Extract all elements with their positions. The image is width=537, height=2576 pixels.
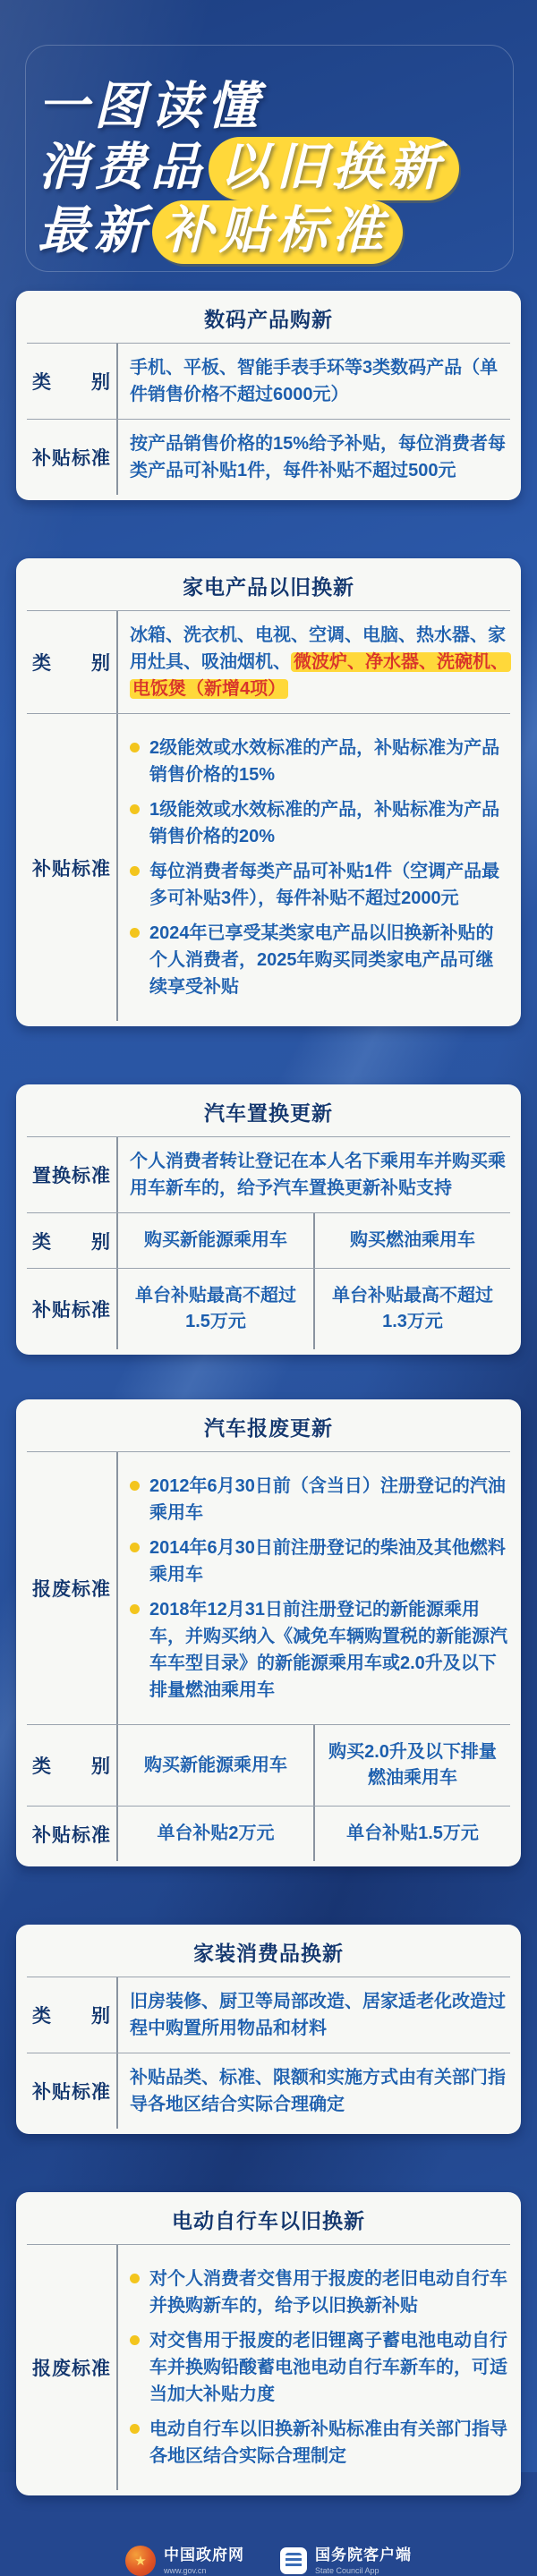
state-council-app-icon [280, 2547, 307, 2574]
row-value [116, 2245, 510, 2490]
app-icon-detail [286, 2553, 302, 2569]
row-category [27, 1212, 510, 1268]
list-item [130, 796, 508, 850]
row-label: 置换标准 [32, 1166, 111, 1186]
card-title: 家电产品以旧换新 [183, 575, 354, 599]
column-value-nev: 单台补贴最高不超过1.5万元 [116, 1269, 313, 1349]
list-item [130, 1596, 508, 1704]
category-new-items-highlight: 微波炉、净水器、洗碗机、电饭煲（新增4项） [130, 652, 511, 699]
two-column-values [116, 1213, 510, 1268]
list-item [130, 858, 508, 912]
title-line-3-plain: 最新 [38, 202, 150, 259]
row-subsidy-standard [27, 1806, 510, 1861]
two-column-values [116, 1269, 510, 1349]
gov-site-name: 中国政府网 [164, 2546, 244, 2564]
bullet-text: 1级能效或水效标准的产品，补贴标准为产品销售价格的20% [149, 800, 500, 846]
list-item [130, 2416, 508, 2470]
row-value [116, 714, 510, 1021]
bullet-list [130, 725, 508, 1010]
bullet-dot-icon [130, 1604, 140, 1614]
card-digital-products [16, 291, 521, 500]
bullet-dot-icon [130, 1481, 140, 1491]
bullet-dot-icon [130, 928, 140, 938]
footer [0, 2546, 537, 2576]
bullet-dot-icon [130, 2335, 140, 2345]
column-value-fuel: 单台补贴最高不超过1.3万元 [313, 1269, 510, 1349]
row-value: 手机、平板、智能手表手环等3类数码产品（单件销售价格不超过6000元） [116, 344, 510, 419]
bullet-dot-icon [130, 2424, 140, 2434]
list-item [130, 2327, 508, 2408]
app-sub-name: State Council App [315, 2565, 379, 2575]
bullet-text: 2018年12月31日前注册登记的新能源乘用车，并购买纳入《减免车辆购置税的新能源汽车车型目录》的新能源乘用车或2.0升及以下排量燃油乘用车 [149, 1600, 507, 1700]
row-replacement-standard [27, 1136, 510, 1212]
row-category [27, 1724, 510, 1806]
row-label: 补贴标准 [32, 1300, 111, 1321]
national-emblem-icon [125, 2546, 156, 2576]
title-line-1: 一图读懂 [38, 78, 263, 135]
bullet-list [130, 2256, 508, 2479]
two-column-values [116, 1807, 510, 1861]
bullet-text: 对个人消费者交售用于报废的老旧电动自行车并换购新车的，给予以旧换新补贴 [149, 2269, 507, 2316]
row-value [116, 611, 510, 713]
list-item [130, 1473, 508, 1526]
column-value-nev: 单台补贴2万元 [116, 1807, 313, 1861]
card-car-scrappage [16, 1399, 521, 1866]
bullet-text: 2012年6月30日前（含当日）注册登记的汽油乘用车 [149, 1476, 506, 1523]
bullet-dot-icon [130, 866, 140, 876]
row-value [116, 1452, 510, 1724]
list-item [130, 1535, 508, 1588]
row-subsidy-standard [27, 1268, 510, 1349]
list-item [130, 920, 508, 1000]
bullet-dot-icon [130, 743, 140, 752]
row-category [27, 1977, 510, 2053]
title-line-2-plain: 消费品 [38, 139, 207, 196]
title-line-2-highlight: 以旧换新 [209, 137, 459, 200]
category-plain-text: 冰箱、洗衣机、电视、空调、电脑、热水器、家用灶具、吸油烟机、 [130, 625, 506, 672]
card-home-renovation [16, 1925, 521, 2134]
row-scrappage-standard [27, 1451, 510, 1724]
row-value: 旧房装修、厨卫等局部改造、居家适老化改造过程中购置所用物品和材料 [116, 1977, 510, 2053]
list-item [130, 2266, 508, 2319]
row-scrappage-standard [27, 2244, 510, 2490]
column-value-fuel: 单台补贴1.5万元 [313, 1807, 510, 1861]
bullet-dot-icon [130, 804, 140, 814]
bullet-text: 2级能效或水效标准的产品，补贴标准为产品销售价格的15% [149, 738, 500, 785]
row-value: 补贴品类、标准、限额和实施方式由有关部门指导各地区结合实际合理确定 [116, 2053, 510, 2129]
bullet-text: 每位消费者每类产品可补贴1件（空调产品最多可补贴3件），每件补贴不超过2000元 [149, 862, 500, 908]
title-line-2 [38, 137, 537, 200]
bullet-text: 对交售用于报废的老旧锂离子蓄电池电动自行车并换购铅酸蓄电池电动自行车新车的，可适当加大补贴力度 [149, 2331, 507, 2404]
row-label: 类 别 [32, 372, 111, 393]
bullet-text: 电动自行车以旧换新补贴标准由有关部门指导各地区结合实际合理制定 [149, 2419, 507, 2466]
list-item [130, 735, 508, 788]
row-subsidy-standard [27, 2053, 510, 2129]
bullet-dot-icon [130, 1543, 140, 1552]
state-council-app-logo [280, 2546, 412, 2575]
row-label: 报废标准 [32, 1579, 111, 1600]
row-value: 个人消费者转让登记在本人名下乘用车并购买乘用车新车的，给予汽车置换更新补贴支持 [116, 1137, 510, 1212]
column-value-fuel: 购买燃油乘用车 [313, 1213, 510, 1268]
bullet-text: 2014年6月30日前注册登记的柴油及其他燃料乘用车 [149, 1538, 506, 1585]
row-label: 补贴标准 [32, 858, 111, 880]
two-column-values [116, 1725, 510, 1806]
card-title: 数码产品购新 [204, 308, 333, 331]
column-value-nev: 购买新能源乘用车 [116, 1725, 313, 1806]
row-label: 类 别 [32, 2006, 111, 2027]
emblem-glyph: ★ [134, 2554, 147, 2569]
card-electric-bicycle [16, 2192, 521, 2495]
row-subsidy-standard [27, 713, 510, 1021]
row-label: 类 别 [32, 653, 111, 674]
row-subsidy-standard [27, 419, 510, 495]
gov-site-logo [125, 2546, 244, 2576]
card-title: 电动自行车以旧换新 [172, 2209, 365, 2232]
poster-header [0, 0, 537, 264]
card-title: 汽车报废更新 [204, 1416, 333, 1440]
row-label: 类 别 [32, 1756, 111, 1777]
row-label: 补贴标准 [32, 2082, 111, 2103]
row-value: 按产品销售价格的15%给予补贴，每位消费者每类产品可补贴1件，每件补贴不超过500元 [116, 420, 510, 495]
column-value-fuel: 购买2.0升及以下排量燃油乘用车 [313, 1725, 510, 1806]
app-logo-text [315, 2546, 412, 2575]
card-home-appliances [16, 558, 521, 1026]
bullet-text: 2024年已享受某类家电产品以旧换新补贴的个人消费者，2025年购买同类家电产品可继续享受补贴 [149, 923, 494, 997]
bullet-list [130, 1463, 508, 1713]
row-label: 补贴标准 [32, 448, 111, 469]
title-line-3-highlight: 补贴标准 [152, 200, 403, 264]
row-label: 补贴标准 [32, 1824, 111, 1846]
bullet-dot-icon [130, 2274, 140, 2283]
row-label: 报废标准 [32, 2359, 111, 2379]
card-title: 家装消费品换新 [193, 1942, 344, 1965]
title-line-3 [38, 200, 537, 264]
app-name: 国务院客户端 [315, 2546, 412, 2564]
card-car-replacement [16, 1084, 521, 1355]
column-value-nev: 购买新能源乘用车 [116, 1213, 313, 1268]
gov-site-logo-text [164, 2546, 244, 2575]
row-label: 类 别 [32, 1231, 111, 1253]
row-category [27, 343, 510, 419]
row-category [27, 610, 510, 713]
card-title: 汽车置换更新 [204, 1101, 333, 1125]
gov-site-url: www.gov.cn [164, 2565, 207, 2575]
